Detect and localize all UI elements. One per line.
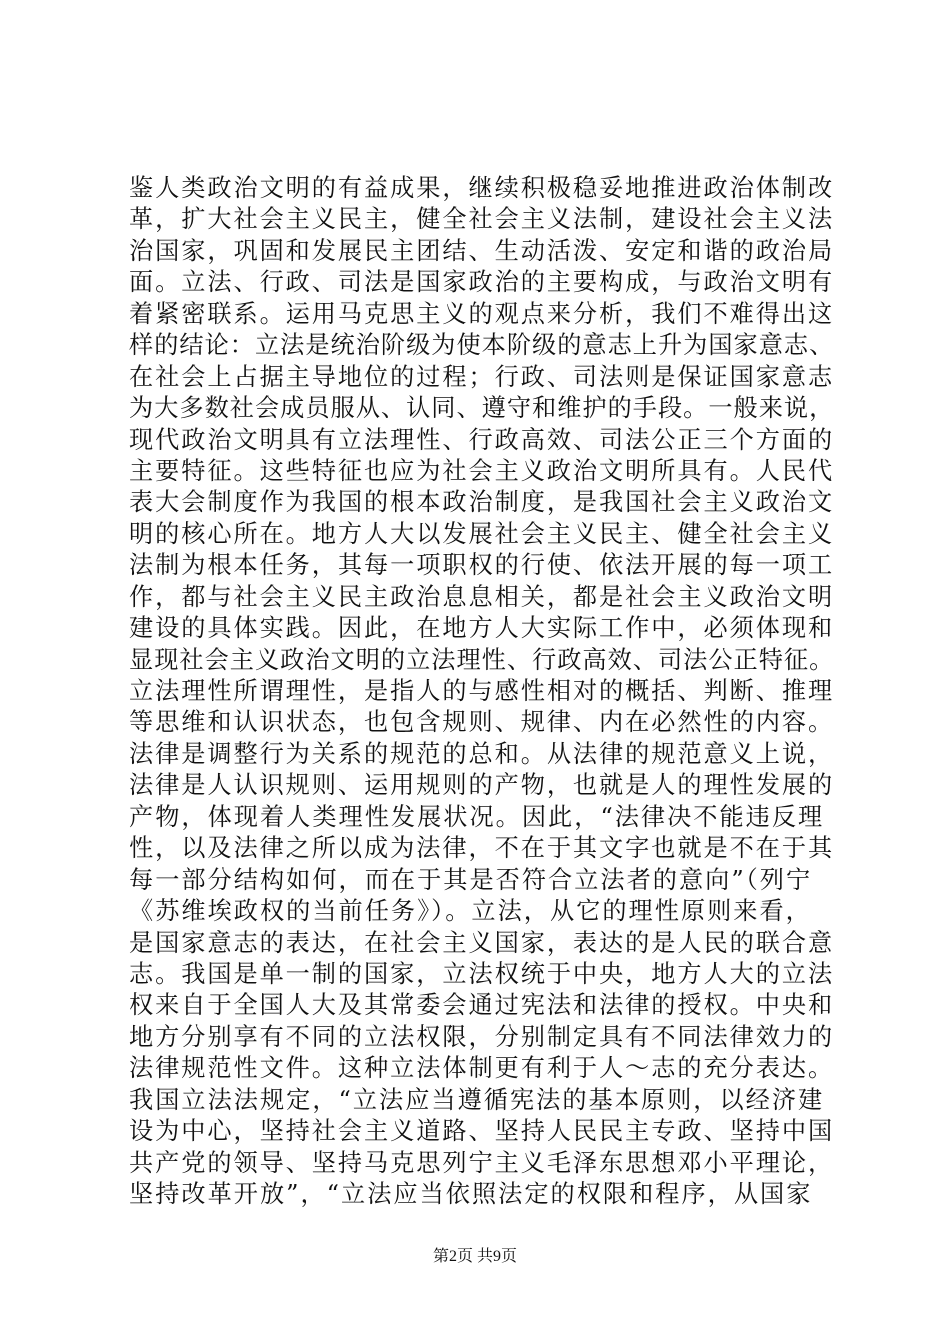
text-line: 性，以及法律之所以成为法律，不在于其文字也就是不在于其 [129,834,835,863]
text-line: 主要特征。这些特征也应为社会主义政治文明所具有。人民代 [129,456,835,485]
text-line: 每一部分结构如何，而在于其是否符合立法者的意向”（列宁 [129,865,813,894]
text-line: 现代政治文明具有立法理性、行政高效、司法公正三个方面的 [129,425,835,454]
page-footer: 第2页 共9页 [432,1248,517,1265]
text-line: 在社会上占据主导地位的过程；行政、司法则是保证国家意志 [129,362,835,391]
text-line: 显现社会主义政治文明的立法理性、行政高效、司法公正特征。 [129,645,835,674]
text-line: 法律规范性文件。这种立法体制更有利于人～志的充分表达。 [129,1054,835,1083]
text-line: 作，都与社会主义民主政治息息相关，都是社会主义政治文明 [129,582,835,611]
text-line: 法律是调整行为关系的规范的总和。从法律的规范意义上说， [129,739,835,768]
text-line: 着紧密联系。运用马克思主义的观点来分析，我们不难得出这 [129,299,835,328]
text-line: 革，扩大社会主义民主，健全社会主义法制，建设社会主义法 [129,205,835,234]
body-text [129,173,834,1210]
text-line: 是国家意志的表达，在社会主义国家，表达的是人民的联合意 [129,928,835,957]
text-line: 我国立法法规定，“立法应当遵循宪法的基本原则，以经济建 [129,1085,825,1114]
text-line: 治国家，巩固和发展民主团结、生动活泼、安定和谐的政治局 [129,236,835,265]
text-line: 样的结论：立法是统治阶级为使本阶级的意志上升为国家意志、 [129,331,835,360]
text-line: 《苏维埃政权的当前任务》）。立法，从它的理性原则来看， [129,897,812,926]
text-line: 为大多数社会成员服从、认同、遵守和维护的手段。一般来说， [129,394,835,423]
text-line: 产物，体现着人类理性发展状况。因此，“法律决不能违反理 [129,802,825,831]
text-line: 地方分别享有不同的立法权限，分别制定具有不同法律效力的 [129,1022,835,1051]
text-line: 面。立法、行政、司法是国家政治的主要构成，与政治文明有 [129,268,835,297]
text-line: 等思维和认识状态，也包含规则、规律、内在必然性的内容。 [129,708,835,737]
text-line: 权来自于全国人大及其常委会通过宪法和法律的授权。中央和 [129,991,835,1020]
text-line: 法律是人认识规则、运用规则的产物，也就是人的理性发展的 [129,771,835,800]
text-line: 共产党的领导、坚持马克思列宁主义毛泽东思想邓小平理论， [129,1148,835,1177]
text-line: 坚持改革开放”，“立法应当依照法定的权限和程序，从国家 [129,1180,813,1208]
text-line: 法制为根本任务，其每一项职权的行使、依法开展的每一项工 [129,551,835,580]
text-line: 建设的具体实践。因此，在地方人大实际工作中，必须体现和 [129,614,835,643]
text-line: 立法理性所谓理性，是指人的与感性相对的概括、判断、推理 [129,677,835,705]
text-line: 明的核心所在。地方人大以发展社会主义民主、健全社会主义 [129,519,835,548]
text-line: 设为中心，坚持社会主义道路、坚持人民民主专政、坚持中国 [129,1117,835,1146]
text-line: 鉴人类政治文明的有益成果，继续积极稳妥地推进政治体制改 [129,174,835,202]
text-line: 志。我国是单一制的国家，立法权统于中央，地方人大的立法 [129,959,835,988]
text-line: 表大会制度作为我国的根本政治制度，是我国社会主义政治文 [129,488,835,517]
